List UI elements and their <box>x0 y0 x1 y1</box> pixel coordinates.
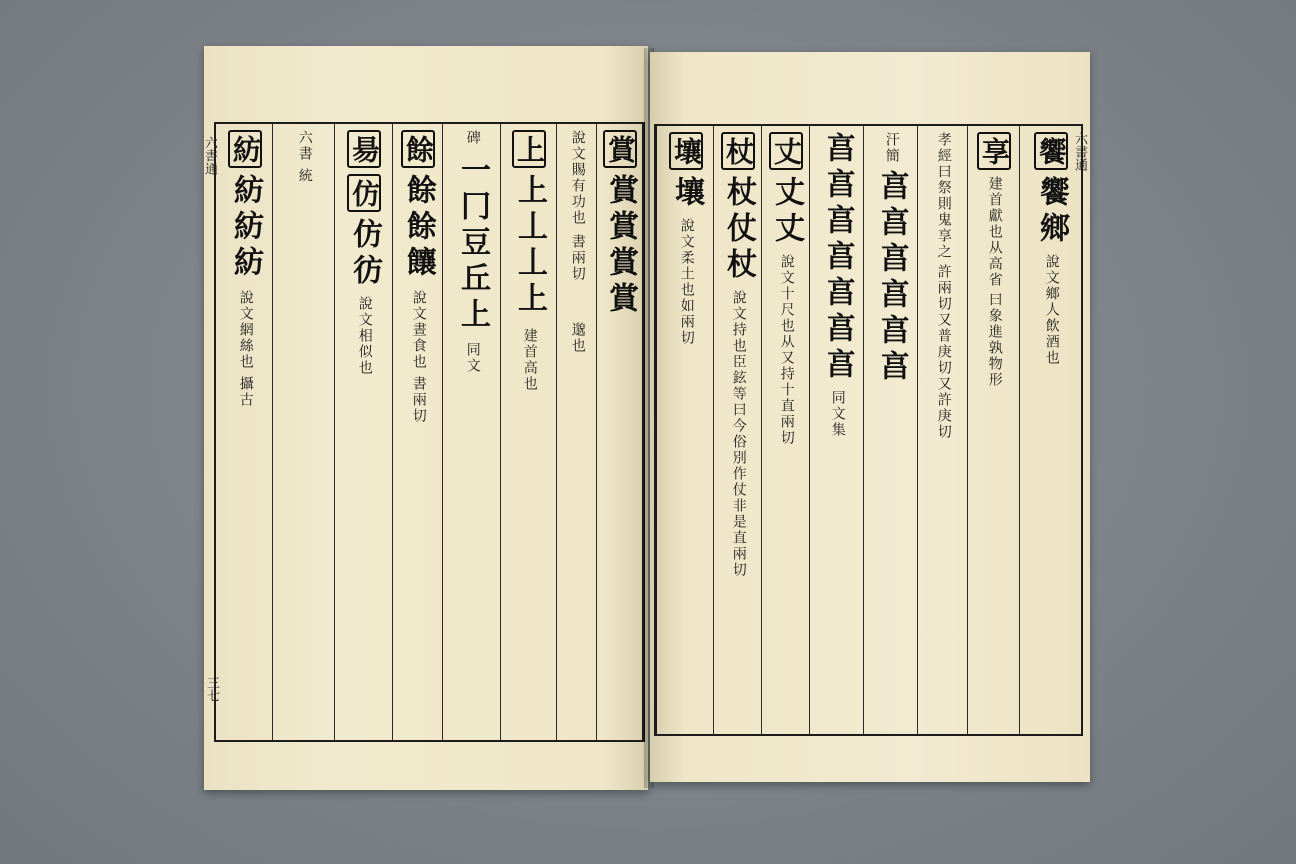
right-col-5 <box>813 132 861 728</box>
annotation: 孝經曰祭則鬼享之 <box>935 132 952 260</box>
right-col-3 <box>921 132 965 728</box>
head-char: 丈 <box>769 132 803 170</box>
annotation: 說文網絲也 <box>237 290 254 370</box>
annotation: 許兩切又普庚切又許庚切 <box>935 264 952 440</box>
left-col-2 <box>504 130 554 734</box>
right-page <box>650 52 1090 782</box>
head-char: 饗 <box>1034 132 1068 170</box>
margin-title: 六書通 <box>202 136 217 175</box>
annotation: 書兩切 <box>410 376 427 424</box>
annotation: 說文賜有功也 <box>569 130 586 226</box>
annotation: 同文集 <box>829 390 846 438</box>
right-col-8 <box>661 132 711 728</box>
left-col-1 <box>600 130 640 734</box>
annotation: 碑 <box>464 130 481 146</box>
right-col-4 <box>867 132 915 728</box>
annotation: 統 <box>296 168 313 184</box>
annotation: 邈也 <box>569 322 586 354</box>
left-col-7 <box>220 130 270 734</box>
seal-forms: 上丄丄上 <box>512 174 547 318</box>
annotation: 說文晝食也 <box>410 290 427 370</box>
annotation: 說文柔土也如兩切 <box>678 218 695 346</box>
annotation: 建首獻也从高省 <box>986 176 1003 288</box>
annotation: 書兩切 <box>569 234 586 282</box>
left-col-3 <box>446 130 498 734</box>
head-char: 賞 <box>603 130 637 168</box>
open-book <box>198 40 1098 790</box>
annotation: 說文持也臣鉉等曰今俗別作仗非是直兩切 <box>730 290 747 578</box>
head-char: 餘 <box>401 130 435 168</box>
annotation: 建首高也 <box>521 328 538 392</box>
annotation: 六書 <box>296 130 313 162</box>
left-col-1-notes <box>560 130 594 734</box>
seal-forms: 杖仗杖 <box>721 176 756 284</box>
annotation: 說文十尺也从又持十直兩切 <box>778 254 795 446</box>
annotation: 說文相似也 <box>356 296 373 376</box>
right-col-6 <box>765 132 807 728</box>
seal-forms: 紡紡紡 <box>228 174 263 282</box>
seal-forms: 壤 <box>669 176 704 212</box>
seal-forms: 饗鄉 <box>1034 176 1069 248</box>
annotation: 曰象進孰物形 <box>986 292 1003 388</box>
head-char: 昜 <box>347 130 381 168</box>
head-char: 上 <box>512 130 546 168</box>
margin-title: 六書通 <box>1072 132 1087 171</box>
right-col-2 <box>971 132 1017 728</box>
left-col-4 <box>396 130 440 734</box>
right-page-frame <box>654 124 1083 736</box>
head-char: 享 <box>977 132 1011 170</box>
annotation: 說文鄉人飲酒也 <box>1043 254 1060 366</box>
right-col-1 <box>1023 132 1079 728</box>
annotation: 攝古 <box>237 376 254 408</box>
folio-number: 三七 <box>204 676 219 702</box>
head-char: 仿 <box>347 174 381 212</box>
left-col-5 <box>338 130 390 734</box>
seal-forms: 仿彷 <box>347 218 382 290</box>
head-char: 紡 <box>228 130 262 168</box>
seal-forms: 賞賞賞賞 <box>603 174 638 318</box>
seal-forms: 一冂豆丘上 <box>455 154 490 334</box>
head-char: 杖 <box>721 132 755 170</box>
annotation: 汗簡 <box>883 132 900 164</box>
seal-forms: 亯亯亯亯亯亯 <box>874 170 909 386</box>
seal-forms: 餘餘饟 <box>401 174 436 282</box>
annotation: 同文 <box>464 342 481 374</box>
left-page <box>204 46 648 790</box>
seal-forms: 亯亯亯亯亯亯亯 <box>820 132 855 384</box>
seal-forms: 丈丈 <box>769 176 804 248</box>
left-col-6 <box>276 130 332 734</box>
head-char: 壤 <box>669 132 703 170</box>
left-page-frame <box>214 122 645 742</box>
right-col-7 <box>717 132 759 728</box>
